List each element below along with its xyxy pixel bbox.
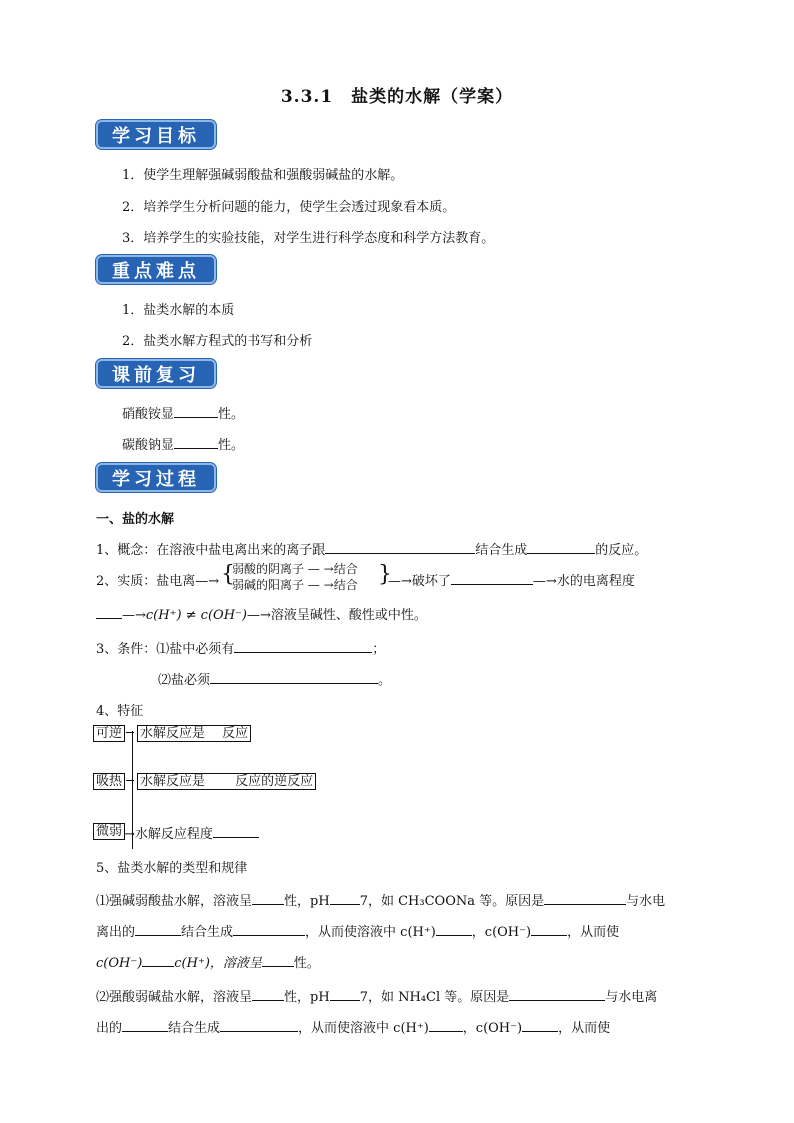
text: 破坏了 xyxy=(411,574,451,589)
text: 水的电离程度 xyxy=(556,574,635,589)
text: 。 xyxy=(378,673,392,688)
text: 结合 xyxy=(333,562,358,576)
essence-line-2 xyxy=(96,604,427,623)
fill-blank[interactable] xyxy=(330,890,360,905)
text: 性，pH xyxy=(284,894,330,909)
fill-blank[interactable] xyxy=(135,921,181,936)
left-brace-icon: { xyxy=(221,562,235,587)
key-point-item: 2．盐类水解方程式的书写和分析 xyxy=(122,334,313,349)
essence-anion xyxy=(232,560,358,577)
arrow-icon: — → xyxy=(307,578,334,592)
fill-blank[interactable] xyxy=(142,952,174,967)
types-p2-line1 xyxy=(96,986,657,1005)
goal-item: 1．使学生理解强碱弱酸盐和强酸弱碱盐的水解。 xyxy=(122,168,404,183)
text: c(OH⁻) xyxy=(96,956,143,971)
fill-blank[interactable] xyxy=(330,986,360,1001)
text: 性，pH xyxy=(284,990,330,1005)
essence-label xyxy=(96,570,219,589)
fill-blank[interactable] xyxy=(436,921,472,936)
text: ，从而使溶液中 c(H⁺) xyxy=(305,925,436,940)
review-item xyxy=(122,403,244,422)
fill-blank[interactable] xyxy=(262,952,294,967)
feature-heading: 4、特征 xyxy=(96,704,144,719)
types-p1-line3 xyxy=(96,952,320,971)
condition-line-2 xyxy=(158,669,391,688)
types-heading: 5、盐类水解的类型和规律 xyxy=(96,861,248,876)
arrow-icon: —→ xyxy=(246,608,271,623)
text: ，c(OH⁻) xyxy=(462,1021,523,1036)
text: 弱酸的阴离子 xyxy=(232,562,305,576)
fill-blank[interactable] xyxy=(96,604,122,619)
arrow-icon: —→ xyxy=(195,574,220,589)
types-p1-line1 xyxy=(96,890,665,909)
section-badge-key-points: 重点难点 xyxy=(96,255,216,284)
text: 7，如 CH₃COONa 等。原因是 xyxy=(359,894,545,909)
text: ⑵强酸弱碱盐水解，溶液呈 xyxy=(96,990,253,1005)
text: ⑵盐必须 xyxy=(158,673,211,688)
fill-blank[interactable] xyxy=(544,890,626,905)
fill-blank[interactable] xyxy=(429,1017,463,1032)
fill-blank[interactable] xyxy=(210,669,378,684)
text: ； xyxy=(372,642,386,657)
fill-blank[interactable] xyxy=(509,986,605,1001)
subsection-heading: 一、盐的水解 xyxy=(96,512,175,527)
review-text: 硝酸铵显 xyxy=(122,407,175,422)
arrow-icon: —→ xyxy=(388,574,412,589)
arrow-icon: → xyxy=(124,827,135,842)
text: 1、概念：在溶液中盐电离出来的离子跟 xyxy=(96,543,326,558)
text: c(H⁺) ≠ c(OH⁻) xyxy=(145,608,247,623)
feature-key-box: 吸热 xyxy=(93,773,125,790)
section-badge-process: 学习过程 xyxy=(96,463,216,492)
text: ，从而使 xyxy=(558,1021,611,1036)
right-brace-icon: } xyxy=(378,562,392,587)
text: ，从而使 xyxy=(567,925,620,940)
text: 结合生成 xyxy=(181,925,234,940)
feature-key-box: 可逆 xyxy=(93,725,125,742)
text: 弱碱的阳离子 xyxy=(232,578,305,592)
feature-connector xyxy=(126,780,134,781)
text: ，c(OH⁻) xyxy=(471,925,532,940)
section-badge-goals: 学习目标 xyxy=(96,120,216,149)
text: 水解反应程度 xyxy=(134,827,213,842)
arrow-icon: —→ xyxy=(122,608,146,623)
essence-tail xyxy=(388,570,635,589)
fill-blank[interactable] xyxy=(122,1017,168,1032)
text: 结合生成 xyxy=(475,543,528,558)
text: 溶液呈碱性、酸性或中性。 xyxy=(270,608,427,623)
text: 与水电 xyxy=(626,894,666,909)
fill-blank[interactable] xyxy=(174,403,218,418)
fill-blank[interactable] xyxy=(451,570,533,585)
fill-blank[interactable] xyxy=(531,921,567,936)
fill-blank[interactable] xyxy=(174,434,218,449)
text: 2、实质：盐电离 xyxy=(96,574,196,589)
arrow-icon: — → xyxy=(307,562,334,576)
fill-blank[interactable] xyxy=(252,986,284,1001)
concept-line xyxy=(96,539,647,558)
fill-blank[interactable] xyxy=(220,1017,298,1032)
text: 结合生成 xyxy=(168,1021,221,1036)
text: 结合 xyxy=(333,578,358,592)
page-title: 3.3.1 盐类的水解（学案） xyxy=(280,87,514,107)
text: ，从而使溶液中 c(H⁺) xyxy=(298,1021,429,1036)
feature-value-box: 水解反应是 反应 xyxy=(137,725,251,742)
text: c(H⁺)，溶液呈 xyxy=(174,956,262,971)
fill-blank[interactable] xyxy=(233,921,305,936)
section-badge-review: 课前复习 xyxy=(96,359,216,388)
condition-line-1 xyxy=(96,638,385,657)
fill-blank[interactable] xyxy=(252,890,284,905)
types-p1-line2 xyxy=(96,921,619,940)
review-text: 碳酸钠显 xyxy=(122,438,175,453)
text: 3、条件：⑴盐中必须有 xyxy=(96,642,235,657)
fill-blank[interactable] xyxy=(522,1017,558,1032)
review-text: 性。 xyxy=(218,407,245,422)
fill-blank[interactable] xyxy=(527,539,595,554)
review-item xyxy=(122,434,244,453)
feature-key-box: 微弱 xyxy=(93,823,125,840)
review-text: 性。 xyxy=(218,438,245,453)
feature-value xyxy=(124,823,259,842)
feature-connector xyxy=(126,732,134,733)
text: 离出的 xyxy=(96,925,136,940)
text: 出的 xyxy=(96,1021,123,1036)
goal-item: 2．培养学生分析问题的能力，使学生会透过现象看本质。 xyxy=(122,200,456,215)
essence-cation xyxy=(232,576,358,593)
fill-blank[interactable] xyxy=(325,539,475,554)
key-point-item: 1．盐类水解的本质 xyxy=(122,303,235,318)
text: 的反应。 xyxy=(595,543,648,558)
fill-blank[interactable] xyxy=(234,638,372,653)
text: 性。 xyxy=(293,956,320,971)
text: 与水电离 xyxy=(605,990,658,1005)
goal-item: 3．培养学生的实验技能，对学生进行科学态度和科学方法教育。 xyxy=(122,231,495,246)
fill-blank[interactable] xyxy=(213,823,259,838)
text: ⑴强碱弱酸盐水解，溶液呈 xyxy=(96,894,253,909)
types-p2-line2 xyxy=(96,1017,610,1036)
arrow-icon: —→ xyxy=(532,574,557,589)
text: 7，如 NH₄Cl 等。原因是 xyxy=(359,990,510,1005)
feature-value-box: 水解反应是 反应的逆反应 xyxy=(137,773,316,790)
